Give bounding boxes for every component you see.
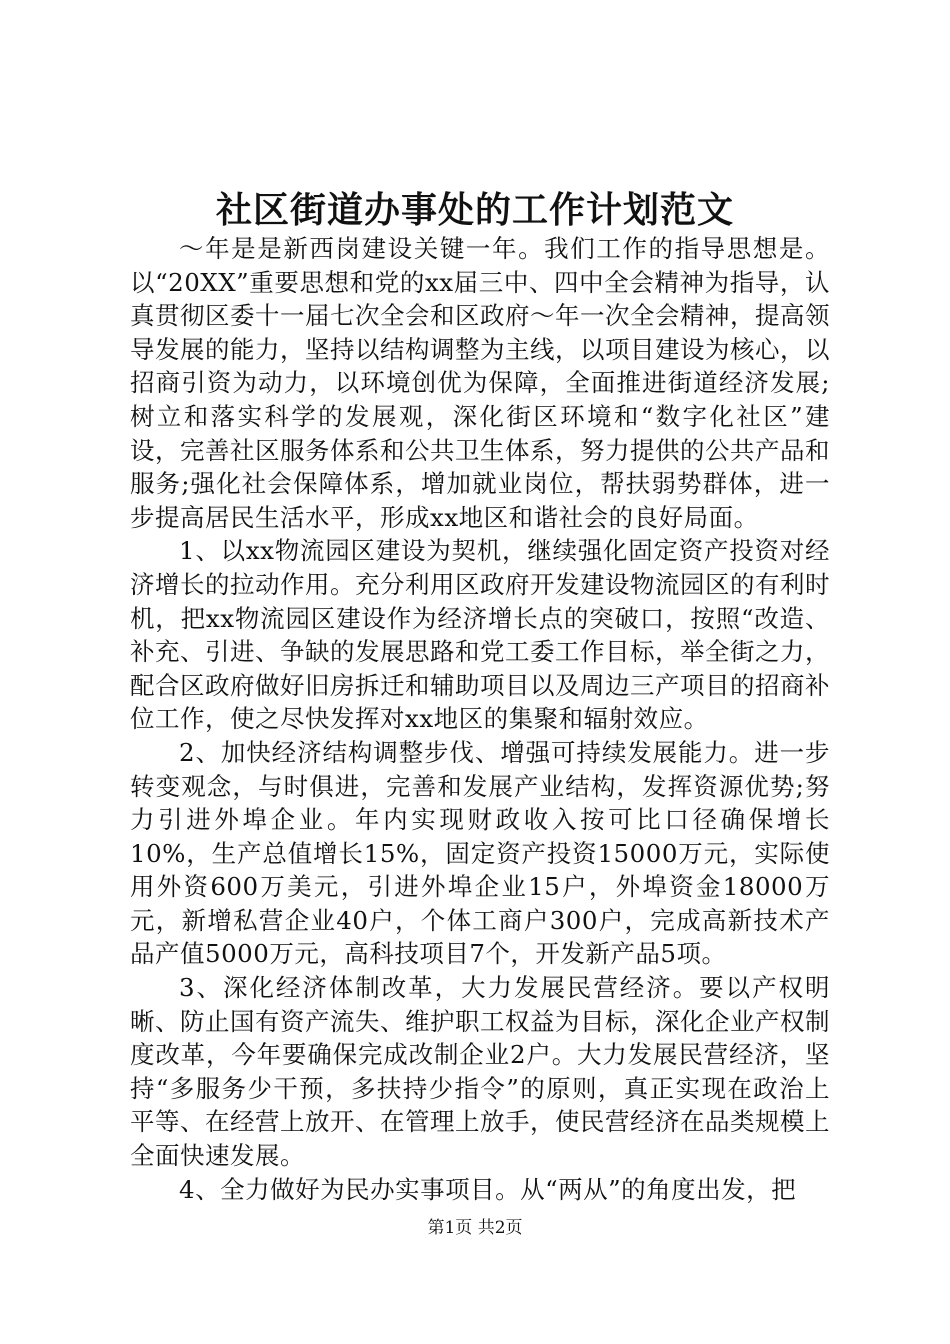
paragraph-intro: ～年是是新西岗建设关键一年。我们工作的指导思想是。以“20XX”重要思想和党的xx届三中、四中全会精神为指导，认真贯彻区委十一届七次全会和区政府～年一次全会精神，提高领导发展的能力，坚持以结构调整为主线，以项目建设为核心，以招商引资为动力，以环境创优为保障，全面推进街道经济发展;树立和落实科学的发展观，深化街区环境和“数字化社区”建设，完善社区服务体系和公共卫生体系，努力提供的公共产品和服务;强化社会保障体系，增加就业岗位，帮扶弱势群体，进一步提高居民生活水平，形成xx地区和谐社会的良好局面。	[130, 234, 830, 532]
paragraph-item-2: 2、加快经济结构调整步伐、增强可持续发展能力。进一步转变观念，与时俱进，完善和发展产业结构，发挥资源优势;努力引进外埠企业。年内实现财政收入按可比口径确保增长10%，生产总值增长15%，固定资产投资15000万元，实际使用外资600万美元，引进外埠企业15户，外埠资金18000万元，新增私营企业40户，个体工商户300户，完成高新技术产品产值5000万元，高科技项目7个，开发新产品5项。	[130, 737, 830, 969]
page-footer	[0, 1216, 950, 1240]
paragraph-item-4: 4、全力做好为民办实事项目。从“两从”的角度出发，把	[179, 1174, 797, 1204]
paragraph-item-1: 1、以xx物流园区建设为契机，继续强化固定资产投资对经济增长的拉动作用。充分利用区政府开发建设物流园区的有利时机，把xx物流园区建设作为经济增长点的突破口，按照“改造、补充、引进、争缺的发展思路和党工委工作目标，举全街之力，配合区政府做好旧房拆迁和辅助项目以及周边三产项目的招商补位工作，使之尽快发挥对xx地区的集聚和辐射效应。	[130, 536, 830, 734]
document-body	[130, 232, 830, 1206]
page-indicator: 第1页 共2页	[427, 1218, 523, 1238]
paragraph-item-3: 3、深化经济体制改革，大力发展民营经济。要以产权明晰、防止国有资产流失、维护职工权益为目标，深化企业产权制度改革，今年要确保完成改制企业2户。大力发展民营经济，坚持“多服务少干预，多扶持少指令”的原则，真正实现在政治上平等、在经营上放开、在管理上放手，使民营经济在品类规模上全面快速发展。	[130, 973, 830, 1171]
document-title: 社区街道办事处的工作计划范文	[215, 189, 734, 231]
